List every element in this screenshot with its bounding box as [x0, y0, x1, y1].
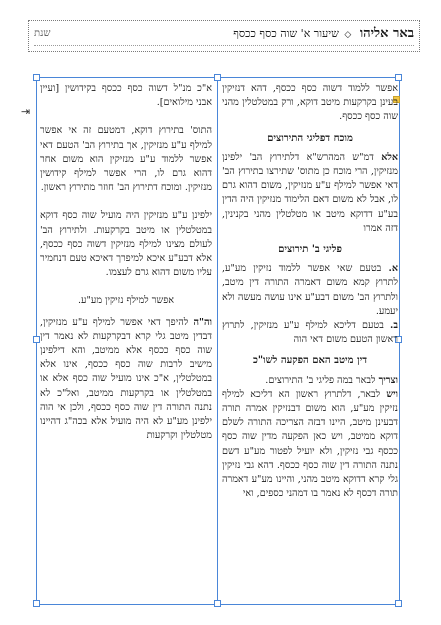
right-text-column — [222, 82, 398, 597]
left-text-column — [40, 82, 212, 597]
paragraph: אפשר ללמוד דשוה כסף ככסף, דהא דנזיקין בעינן בקרקעות מיטב דוקא, ורק במטלטלין מהני שוה כסף ככסף. — [222, 83, 398, 123]
lead-word: אלא — [381, 151, 398, 163]
frame-handle-bottom-right[interactable] — [395, 600, 402, 607]
paragraph-text: בטעם שאי אפשר ללמוד נזיקין מע"ע, לתרוץ קמא משום דאמרה התורה דין מיטב, ולתרוץ הב' משום דבע"ע אינו עושה מעשה ולא יעמע. — [222, 263, 398, 317]
lead-word: א. — [388, 263, 398, 275]
column-divider — [217, 77, 218, 603]
paragraph: התוס' בתירוץ דוקא, דמטעם זה אי אפשר למילף ע"ע מנזיקין, אך בתירוץ הב' הטעם דאי אפשר ללמוד ע"ע מנזיקין הוא משום אחר דהוא גרם לו, הרי אפשר למילף קידושין מנזיקין. ומוכח דתירוץ הב' חוזר מתירוץ ראשון. — [40, 125, 212, 194]
book-title: באר אליהו — [359, 26, 414, 41]
paragraph — [40, 316, 212, 444]
paragraph-text: לבאר, דלתרוץ ראשון הא דליכא למילף נזיקין מע"ע, הוא משום דבנזיקין אמרה תורה דבעינן מיטב, היינו דבזה הצריכה התורה לשלם דוקא ממיטב, ויש כאן הפקעה מדין שוה כסף ככסף גבי נזיקין, ולא יועיל לפטור מע"ע דשם נתנה התורה דין שוה כסף ככסף. דהא גבי נזיקין גלי קרא דדוקא מיטב מהני, והיינו מע"ע דאמרה תורה דכסף לא נאמר בו דמהני כספים, ואי — [222, 388, 398, 500]
page-tag: שנת — [34, 27, 51, 39]
paragraph-text: בטעם דליכא למילף ע"ע מנזיקין, לתרוץ ראשון הטעם משום דאי הוה — [222, 320, 398, 346]
frame-handle-bottom-left[interactable] — [33, 600, 40, 607]
running-title — [233, 25, 414, 41]
paragraph — [222, 388, 398, 502]
paragraph — [222, 262, 398, 319]
frame-handle-middle-left[interactable] — [33, 336, 40, 343]
paragraph: אפשר למילף נזיקין מע"ע. — [78, 295, 174, 307]
header-underline — [34, 45, 414, 46]
frame-handle-top-left[interactable] — [33, 74, 40, 81]
section-title: שיעור א' שוה כסף ככסף — [233, 27, 339, 40]
frame-handle-top-center[interactable] — [214, 74, 221, 81]
text-flow-icon[interactable]: ⇥ — [21, 105, 31, 118]
paragraph: א"כ מנ"ל דשוה כסף ככסף בקידושין [ועיין אבני מילואים]. — [40, 83, 212, 109]
diamond-separator-icon: ◇ — [344, 30, 352, 40]
paragraph — [222, 319, 398, 347]
paragraph — [222, 151, 398, 236]
lead-word: וה"ה — [193, 316, 212, 328]
lead-word: ב. — [390, 320, 398, 332]
lead-word: וצריך — [378, 374, 398, 386]
section-heading: דין מיטב האם הפקעה לשו"כ — [252, 355, 368, 367]
frame-handle-top-right[interactable] — [395, 74, 402, 81]
section-heading: פליגי ב' תירוצים — [278, 244, 342, 256]
paragraph — [222, 374, 398, 388]
lead-word: ויש — [386, 388, 398, 400]
paragraph: ילפינן ע"ע מנזיקין היה מועיל שוה כסף דוקא במטלטלין או מיטב בקרקעות. ולתירוץ הב' לעולם מצינו למילף מנזיקין דשוה כסף ככסף, אלא דבע"ע איכא למיפרך דאיכא טעם דנחמיר עליו משום דהוא גרם לעצמו. — [40, 210, 212, 279]
frame-handle-bottom-center[interactable] — [214, 600, 221, 607]
paragraph-text: לבאר במה פליגי ב' התירוצים. — [265, 374, 376, 386]
section-heading: מוכח דפליגי התירוצים — [267, 132, 353, 144]
paragraph-text: להיפך דאי אפשר למילף ע"ע מנזיקין, דבדין מיטב גלי קרא דבקרקעות לא נאמר דין שוה כסף ככסף אלא ממיטב, והא דילפינן מישיב לרבות שוה כסף ככסף, אינו אלא במטלטלין, א"כ אינו מועיל שוה כסף אלא או במטלטלין או בקרקעות ממיטב, ואל"כ לא נתנה התורה דין שוה כסף ככסף, ולכן אי הוה ילפינן מע"ע לא היה מועיל אלא בכה"ג דהיינו מטלטלין וקרקעות — [40, 316, 212, 442]
paragraph-text: דמ"ש המהרש"א דלתירוץ הב' ילפינן מנזיקין, הרי מוכח כן מתוס' שתירצו בתירוץ הב' דאי אפשר למילף ע"ע מנזיקין, משום דהוא גרם לו, אבל לא משום דאם הלימוד מנזיקין היה הדין בע"ע דדוקא מיטב או מטלטלין מהני בקנינין, דזה אמרו — [222, 151, 398, 234]
running-header — [34, 24, 414, 42]
